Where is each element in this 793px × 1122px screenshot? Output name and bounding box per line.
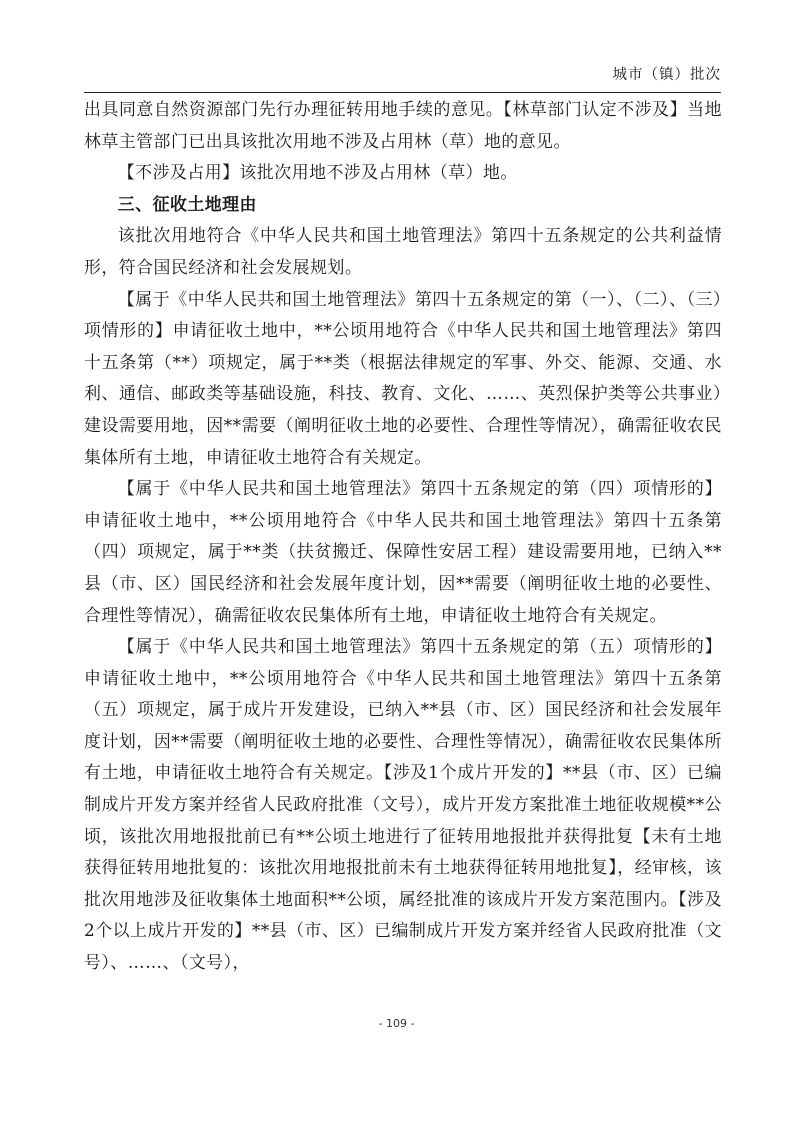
paragraph-not-involved: 【不涉及占用】该批次用地不涉及占用林（草）地。 xyxy=(117,162,518,183)
document-body xyxy=(84,94,722,979)
paragraph-item-5: 【属于《中华人民共和国土地管理法》第四十五条规定的第（五）项情形的】申请征收土地中，**公顷用地符合《中华人民共和国土地管理法》第四十五条第（五）项规定，属于成片开发建设，已纳入**县（市、区）国民经济和社会发展年度计划，因**需要（阐明征收土地的必要性、合理性等情况），确需征收农民集体所有土地，申请征收土地符合有关规定。【涉及1个成片开发的】**县（市、区）已编制成片开发方案并经省人民政府批准（文号），成片开发方案批准土地征收规模**公顷，该批次用地报批前已有**公顷土地进行了征转用地报批并获得批复【未有土地获得征转用地批复的：该批次用地报批前未有土地获得征转用地批复】，经审核，该批次用地涉及征收集体土地面积**公顷，属经批准的该成片开发方案范围内。【涉及2个以上成片开发的】**县（市、区）已编制成片开发方案并经省人民政府批准（文号）、……、（文号）， xyxy=(84,636,722,973)
page-header xyxy=(84,62,721,93)
header-title: 城市（镇）批次 xyxy=(612,67,721,83)
paragraph-continued: 出具同意自然资源部门先行办理征转用地手续的意见。【林草部门认定不涉及】当地林草主管部门已出具该批次用地不涉及占用林（草）地的意见。 xyxy=(84,99,722,151)
paragraph-item-4: 【属于《中华人民共和国土地管理法》第四十五条规定的第（四）项情形的】申请征收土地中，**公顷用地符合《中华人民共和国土地管理法》第四十五条第（四）项规定，属于**类（扶贫搬迁、保障性安居工程）建设需要用地，已纳入**县（市、区）国民经济和社会发展年度计划，因**需要（阐明征收土地的必要性、合理性等情况），确需征收农民集体所有土地，申请征收土地符合有关规定。 xyxy=(84,478,722,625)
section-heading: 三、征收土地理由 xyxy=(117,193,257,214)
page-number: - 109 - xyxy=(378,1017,415,1030)
paragraph-items-1-3: 【属于《中华人民共和国土地管理法》第四十五条规定的第（一）、（二）、（三）项情形的】申请征收土地中，**公顷用地符合《中华人民共和国土地管理法》第四十五条第（**）项规定，属于**类（根据法律规定的军事、外交、能源、交通、水利、通信、邮政类等基础设施，科技、教育、文化、……、英烈保护类等公共事业）建设需要用地，因**需要（阐明征收土地的必要性、合理性等情况），确需征收农民集体所有土地，申请征收土地符合有关规定。 xyxy=(84,288,722,467)
paragraph-public-interest: 该批次用地符合《中华人民共和国土地管理法》第四十五条规定的公共利益情形，符合国民经济和社会发展规划。 xyxy=(84,225,722,277)
